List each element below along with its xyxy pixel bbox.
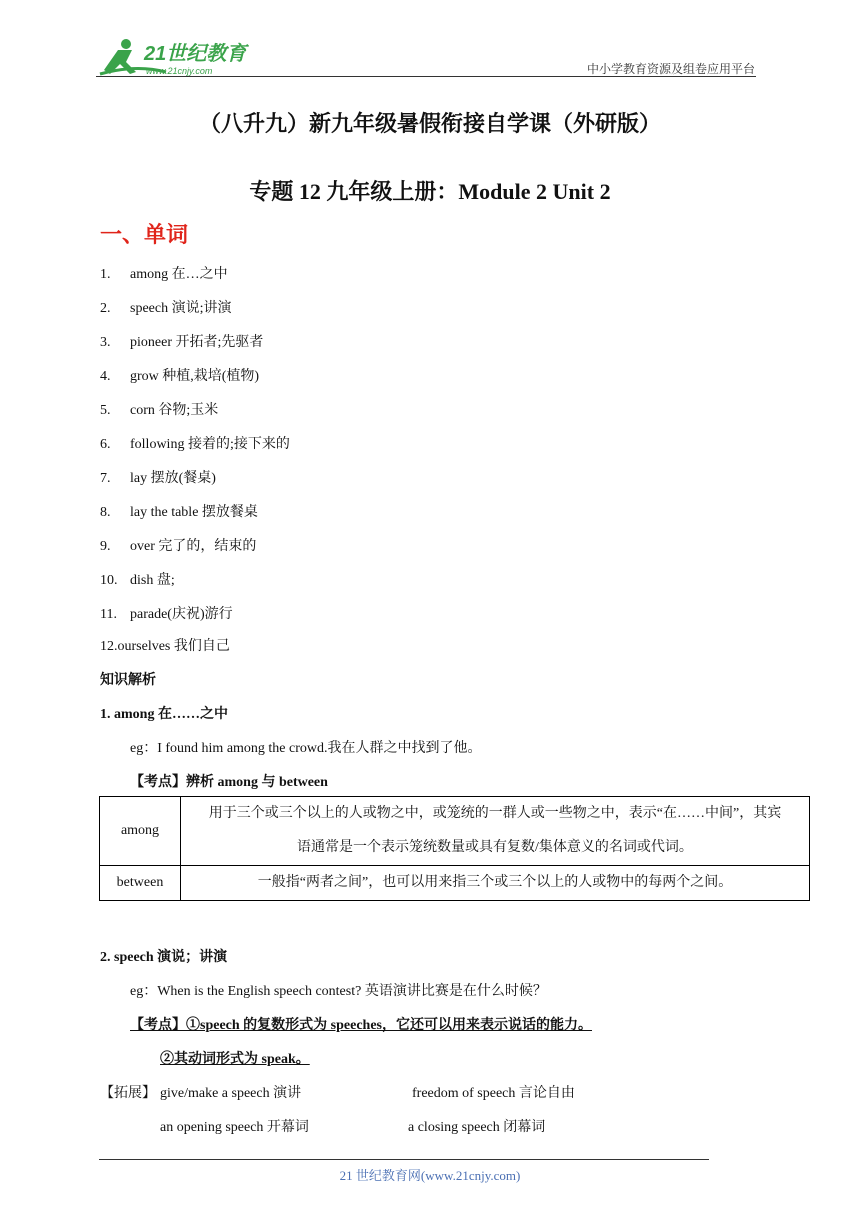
item2-point2: ②其动词形式为 speak。 <box>160 1052 310 1067</box>
item2-heading: 2. speech 演说；讲演 <box>100 950 228 965</box>
vocab-item <box>100 365 259 385</box>
footer-divider <box>99 1159 709 1160</box>
vocab-item <box>100 603 233 623</box>
vocab-text: following 接着的;接下来的 <box>130 437 290 452</box>
vocab-text: speech 演说;讲演 <box>130 301 232 316</box>
vocab-number: 7. <box>100 471 111 486</box>
vocab-number: 3. <box>100 335 111 350</box>
extension-phrase: a closing speech 闭幕词 <box>408 1120 546 1135</box>
vocab-number: 4. <box>100 369 111 384</box>
site-logo <box>96 34 256 78</box>
vocab-number: 8. <box>100 505 111 520</box>
vocab-item <box>100 501 258 521</box>
table-cell-desc: 一般指“两者之间”，也可以用来指三个或三个以上的人或物中的每两个之间。 <box>181 866 810 901</box>
table-row <box>100 797 810 866</box>
extension-phrase: freedom of speech 言论自由 <box>412 1086 575 1101</box>
vocab-item <box>100 263 228 283</box>
vocab-number: 2. <box>100 301 111 316</box>
vocab-item <box>100 569 175 589</box>
vocab-item-12: 12.ourselves 我们自己 <box>100 639 230 654</box>
item1-point: 【考点】辨析 among 与 between <box>130 775 328 790</box>
table-cell-word: between <box>100 866 181 901</box>
vocab-number: 9. <box>100 539 111 554</box>
vocab-number: 5. <box>100 403 111 418</box>
extension-phrase: an opening speech 开幕词 <box>160 1120 309 1135</box>
vocab-number: 11. <box>100 607 117 622</box>
table-cell-word: among <box>100 797 181 866</box>
table-row <box>100 866 810 901</box>
desc-line: 用于三个或三个以上的人或物之中，或笼统的一群人或一些物之中，表示“在……中间”，其宾 <box>208 806 782 821</box>
vocab-number: 1. <box>100 267 111 282</box>
vocab-item <box>100 433 290 453</box>
extension-label: 【拓展】 <box>100 1086 156 1101</box>
desc-line: 语通常是一个表示笼统数量或具有复数/集体意义的名词或代词。 <box>297 840 693 855</box>
vocab-text: among 在…之中 <box>130 267 228 282</box>
table-cell-desc <box>181 797 810 866</box>
vocab-item <box>100 399 218 419</box>
vocab-item <box>100 535 256 555</box>
item1-heading: 1. among 在……之中 <box>100 707 228 722</box>
vocab-text: parade(庆祝)游行 <box>130 607 233 622</box>
section-heading: 一、单词 <box>100 222 189 247</box>
vocab-text: lay 摆放(餐桌) <box>130 471 216 486</box>
comparison-table <box>99 796 810 901</box>
vocab-item <box>100 467 216 487</box>
vocab-item <box>100 297 231 317</box>
knowledge-heading: 知识解析 <box>100 673 156 688</box>
item1-example: eg：I found him among the crowd.我在人群之中找到了他。 <box>130 741 482 756</box>
footer-text: 21 世纪教育网(www.21cnjy.com) <box>339 1168 521 1183</box>
item2-point1: 【考点】①speech 的复数形式为 speeches，它还可以用来表示说话的能力。 <box>130 1018 592 1033</box>
vocab-text: pioneer 开拓者;先驱者 <box>130 335 264 350</box>
vocab-number: 10. <box>100 573 118 588</box>
vocab-text: dish 盘; <box>130 573 175 588</box>
item2-example: eg：When is the English speech contest? 英语演讲比赛是在什么时候？ <box>130 984 547 999</box>
document-title: （八升九）新九年级暑假衔接自学课（外研版） <box>198 111 661 136</box>
vocab-text: corn 谷物;玉米 <box>130 403 219 418</box>
vocab-number: 6. <box>100 437 111 452</box>
logo-text: 21世纪教育 <box>144 43 247 65</box>
extension-phrase: give/make a speech 演讲 <box>160 1086 302 1101</box>
vocab-text: grow 种植,栽培(植物) <box>130 369 260 384</box>
logo-url: www.21cnjy.com <box>146 66 213 76</box>
vocab-text: over 完了的，结束的 <box>130 539 257 554</box>
vocab-item <box>100 331 263 351</box>
document-subtitle: 专题 12 九年级上册：Module 2 Unit 2 <box>249 179 611 204</box>
platform-label: 中小学教育资源及组卷应用平台 <box>586 62 755 76</box>
vocab-text: lay the table 摆放餐桌 <box>130 505 258 520</box>
header-divider <box>96 76 756 77</box>
